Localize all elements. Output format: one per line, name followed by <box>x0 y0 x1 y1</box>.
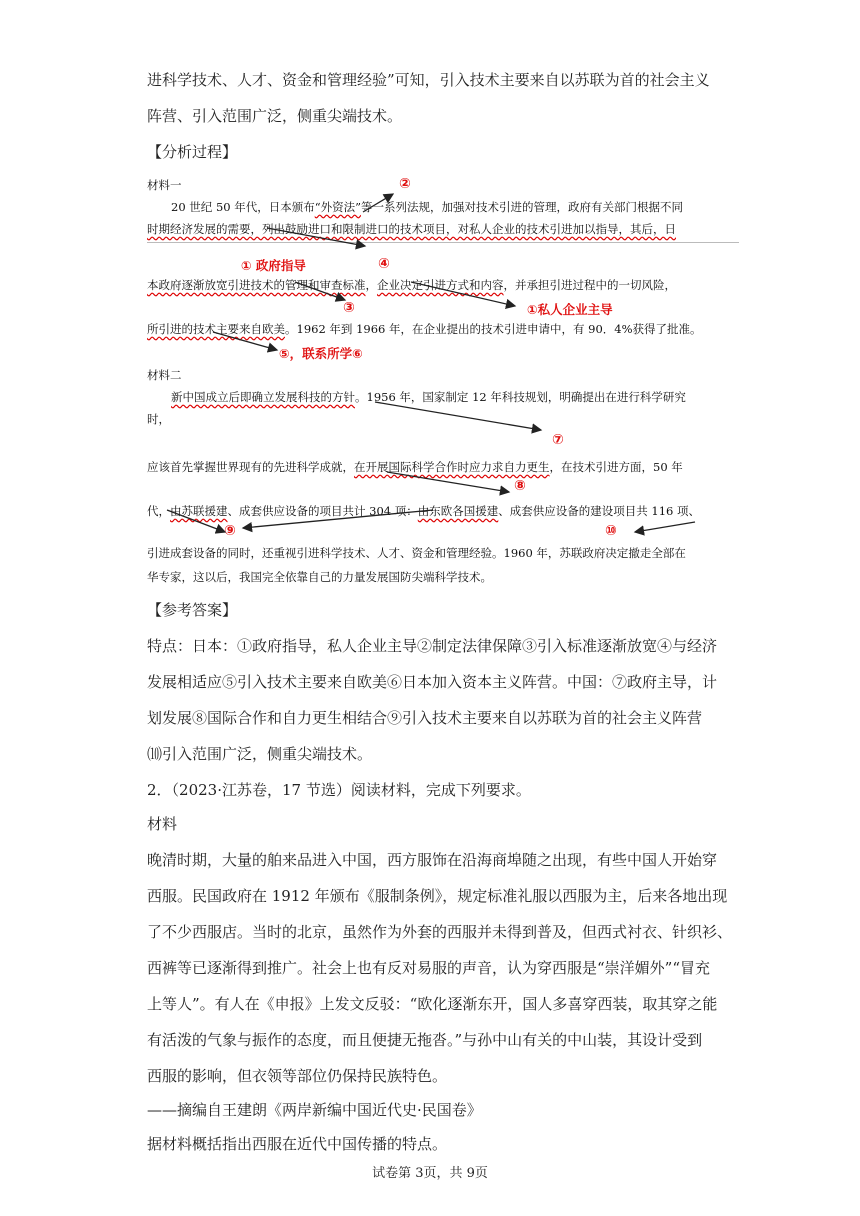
arrow <box>167 510 225 532</box>
annotation-10: ⑩ <box>605 523 617 539</box>
material1-line1: 20 世纪 50 年代，日本颁布“外资法”等一系列法规，加强对技术引进的管理，政府有关部门根据不同 <box>171 200 683 214</box>
source-citation: ——摘编自王建朗《两岸新编中国近代史·民国卷》 <box>147 1101 482 1119</box>
answer-line: ⑽引入范围广泛，侧重尖端技术。 <box>147 745 373 763</box>
text-line: 进科学技术、人才、资金和管理经验”可知，引入技术主要来自以苏联为首的社会主义 <box>147 71 710 89</box>
annotated-material-image <box>147 176 739 616</box>
paragraph-line: 有活泼的气象与振作的态度，而且便捷无拖沓。”与孙中山有关的中山装，其设计受到 <box>147 1031 703 1049</box>
annotation-contact-learning: ⑤，联系所学⑥ <box>279 346 363 361</box>
annotation-arrows <box>147 176 739 616</box>
annotation-4: ④ <box>378 256 390 272</box>
material2-title: 材料二 <box>147 368 182 382</box>
arrow <box>213 332 277 350</box>
question-intro: 2．（2023·江苏卷，17 节选）阅读材料，完成下列要求。 <box>147 781 531 799</box>
arrow <box>635 522 695 532</box>
annotation-7: ⑦ <box>552 432 564 448</box>
annotation-2: ② <box>399 176 411 192</box>
annotation-private-enterprise: ①私人企业主导 <box>527 302 613 317</box>
arrow <box>411 282 515 306</box>
paragraph-line: 了不少西服店。当时的北京，虽然作为外套的西服并未得到普及，但西式衬衣、针织衫、 <box>147 923 733 941</box>
paragraph-line: 西裤等已逐渐得到推广。社会上也有反对易服的声音，认为穿西服是“崇洋媚外”“冒充 <box>147 959 711 977</box>
arrow <box>295 282 345 300</box>
section-heading-analysis: 【分析过程】 <box>147 143 238 161</box>
material1-line2: 时期经济发展的需要，列出鼓励进口和限制进口的技术项目，对私人企业的技术引进加以指导，其后，日 <box>147 222 676 236</box>
material1-line4: 所引进的技术主要来自欧美。1962 年到 1966 年，在企业提出的技术引进申请中，有 90．4%获得了批准。 <box>147 322 702 336</box>
paragraph-line: 上等人”。有人在《申报》上发文反驳：“欧化逐渐东开，国人多喜穿西装，取其穿之能 <box>147 995 718 1013</box>
arrow <box>243 510 433 528</box>
answer-line: 发展相适应⑤引入技术主要来自欧美⑥日本加入资本主义阵营。中国：⑦政府主导，计 <box>147 673 718 691</box>
arrow <box>267 228 365 246</box>
arrow <box>387 472 509 492</box>
answer-line: 划发展⑧国际合作和自力更生相结合⑨引入技术主要来自以苏联为首的社会主义阵营 <box>147 709 703 727</box>
arrow <box>363 194 393 212</box>
material-label: 材料 <box>147 815 178 833</box>
material2-line2: 时， <box>147 412 170 426</box>
text-line: 阵营、引入范围广泛，侧重尖端技术。 <box>147 107 403 125</box>
page-footer: 试卷第 3页，共 9页 <box>372 1166 488 1181</box>
material1-line3: 本政府逐渐放宽引进技术的管理和审查标准，企业决定引进方式和内容，并承担引进过程中的一切风险， <box>147 278 676 292</box>
annotation-government-guidance: ① 政府指导 <box>241 258 306 273</box>
paragraph-line: 晚清时期，大量的舶来品进入中国，西方服饰在沿海商埠随之出现，有些中国人开始穿 <box>147 851 718 869</box>
question-prompt: 据材料概括指出西服在近代中国传播的特点。 <box>147 1135 448 1153</box>
material2-line5: 引进成套设备的同时，还重视引进科学技术、人才、资金和管理经验。1960 年，苏联政府决定撤走全部在 <box>147 546 686 560</box>
answer-line: 特点：日本：①政府指导，私人企业主导②制定法律保障③引入标准逐渐放宽④与经济 <box>147 637 718 655</box>
material2-line4: 代，由苏联援建、成套供应设备的项目共计 304 项：由东欧各国援建、成套供应设备的建设项目共 116 项、 <box>147 504 701 518</box>
section-heading-answer: 【参考答案】 <box>147 601 238 619</box>
paragraph-line: 西服。民国政府在 1912 年颁布《服制条例》，规定标准礼服以西服为主，后来各地出现 <box>147 887 728 905</box>
material2-line1: 新中国成立后即确立发展科技的方针。1956 年，国家制定 12 年科技规划，明确提出在进行科学研究 <box>171 390 686 404</box>
paragraph-line: 西服的影响，但衣领等部位仍保持民族特色。 <box>147 1067 448 1085</box>
material2-line6: 华专家，这以后，我国完全依靠自己的力量发展国防尖端科学技术。 <box>147 570 492 584</box>
material2-line3: 应该首先掌握世界现有的先进科学成就，在开展国际科学合作时应力求自力更生，在技术引进方面，50 年 <box>147 460 683 474</box>
annotation-8: ⑧ <box>514 478 526 494</box>
arrow <box>375 402 541 430</box>
annotation-9: ⑨ <box>224 523 236 539</box>
annotation-3: ③ <box>343 300 355 316</box>
material1-title: 材料一 <box>147 178 182 192</box>
